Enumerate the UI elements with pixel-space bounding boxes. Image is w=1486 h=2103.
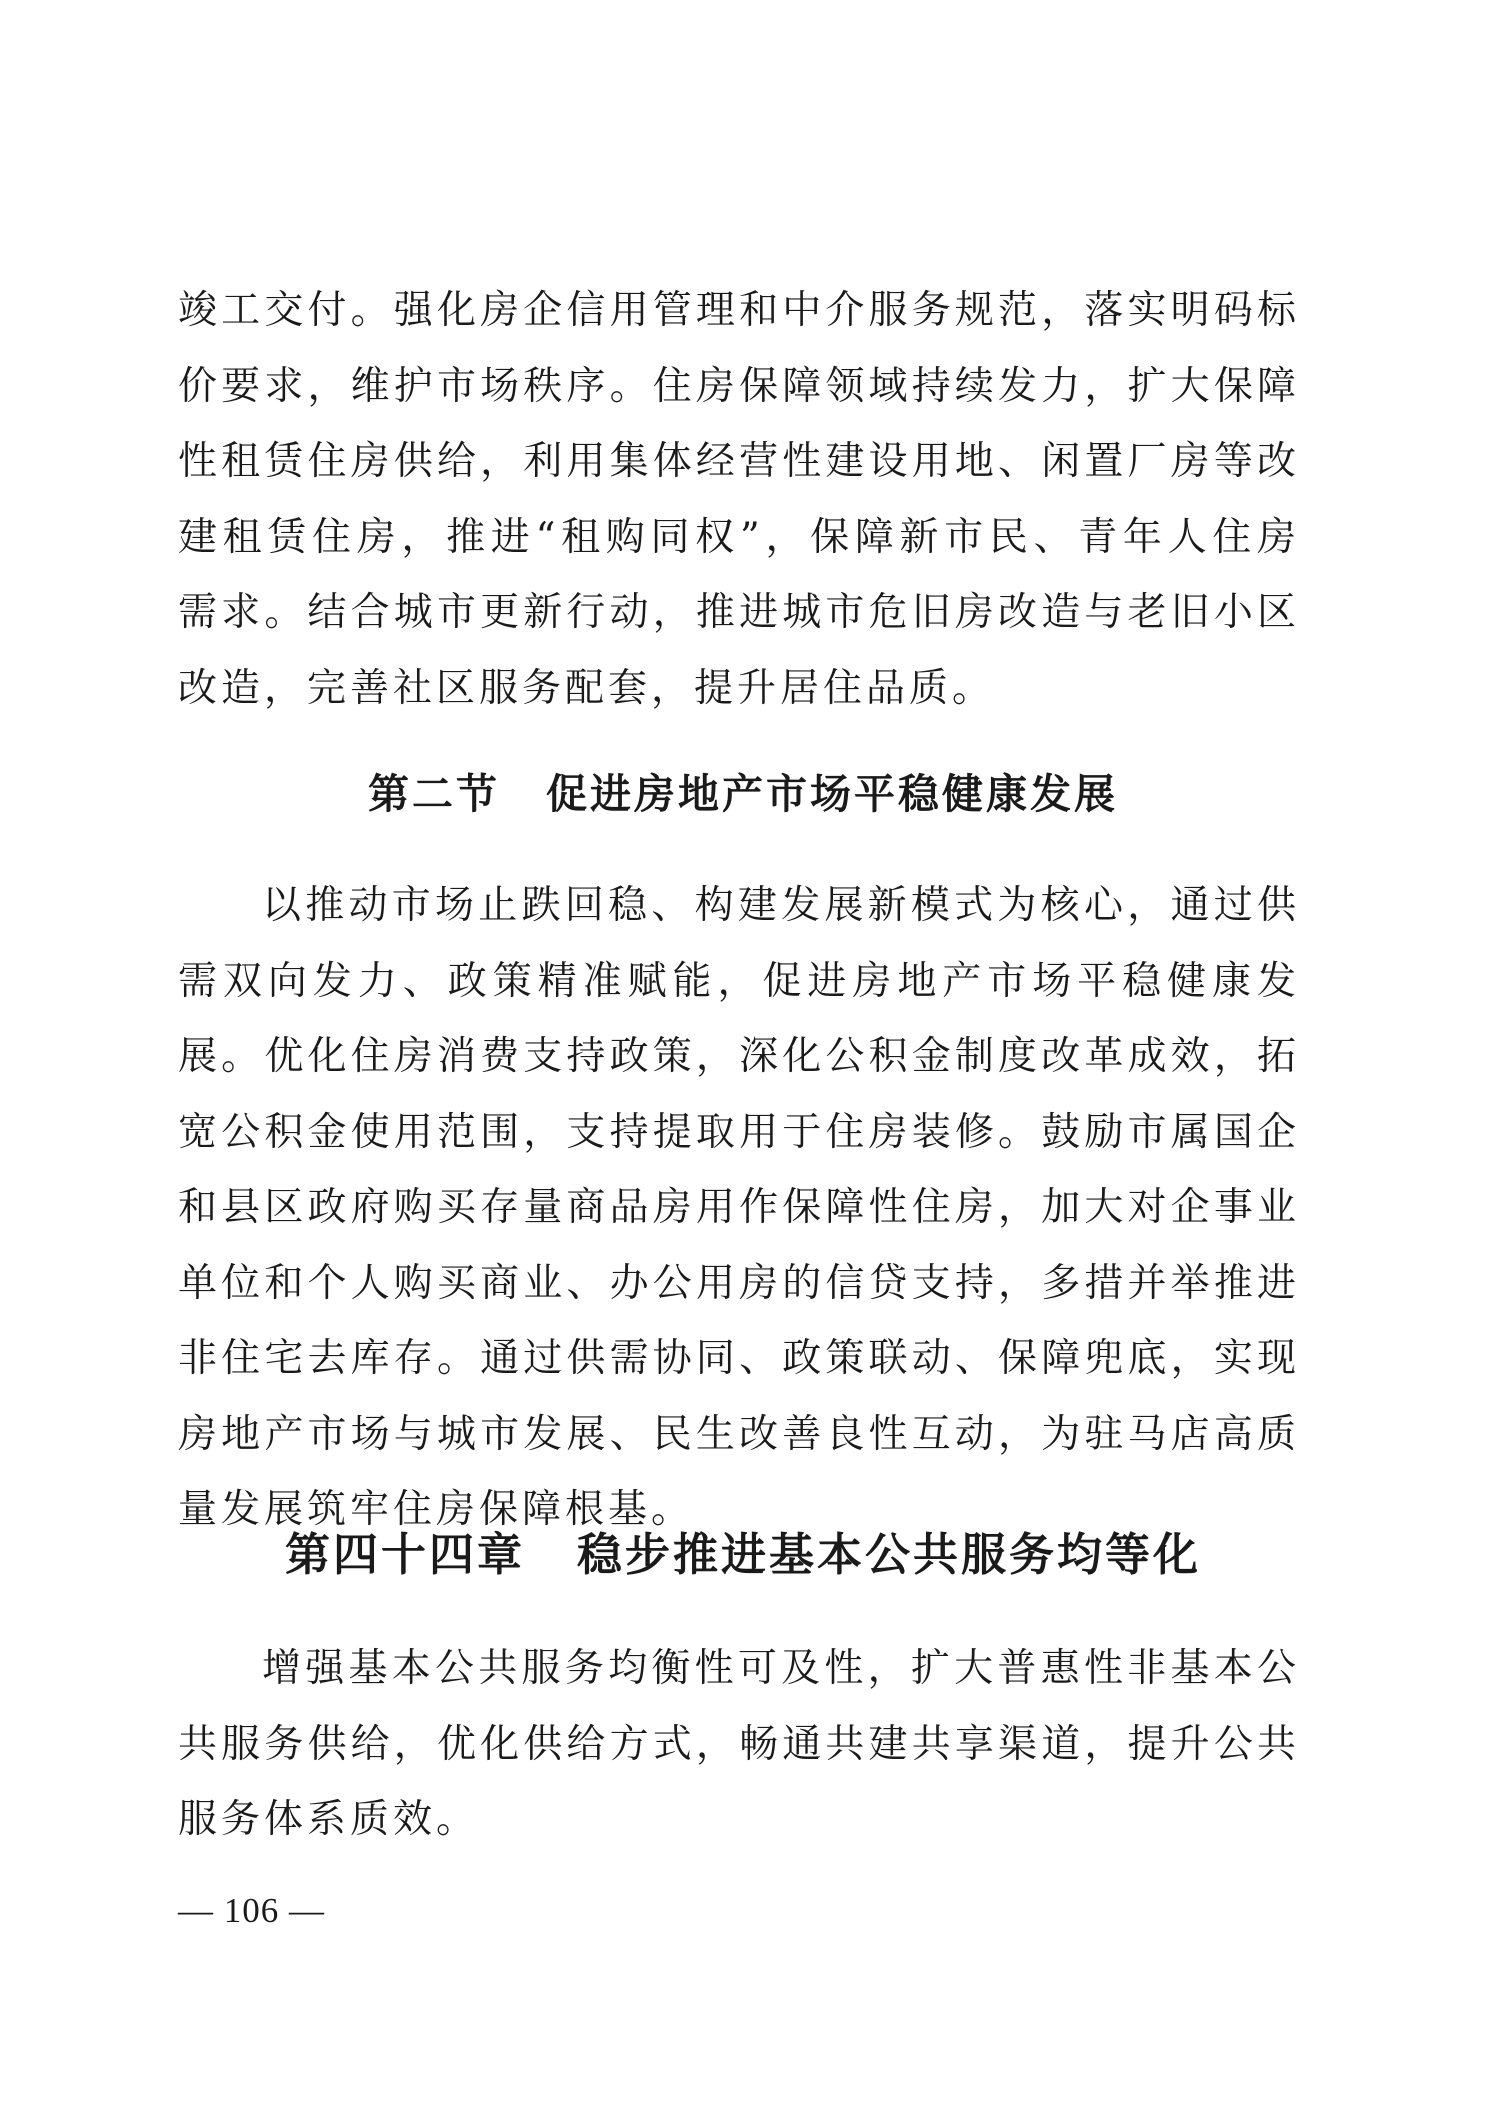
body-paragraph-continued: 竣工交付。强化房企信用管理和中介服务规范，落实明码标价要求，维护市场秩序。住房保障领域持续发力，扩大保障性租赁住房供给，利用集体经营性建设用地、闲置厂房等改建租赁住房，推进“租购同权”，保障新市民、青年人住房需求。结合城市更新行动，推进城市危旧房改造与老旧小区改造，完善社区服务配套，提升居住品质。 [178, 288, 1300, 711]
section-number: 第二节 [368, 770, 500, 818]
section-heading [0, 758, 1486, 830]
chapter-title: 稳步推进基本公共服务均等化 [577, 1528, 1202, 1581]
page-number: — 106 — [178, 1891, 325, 1930]
body-paragraph-section-two: 以推动市场止跌回稳、构建发展新模式为核心，通过供需双向发力、政策精准赋能，促进房地产市场平稳健康发展。优化住房消费支持政策，深化公积金制度改革成效，拓宽公积金使用范围，支持提取用于住房装修。鼓励市属国企和县区政府购买存量商品房用作保障性住房，加大对企事业单位和个人购买商业、办公用房的信贷支持，多措并举推进非住宅去库存。通过供需协同、政策联动、保障兜底，实现房地产市场与城市发展、民生改善良性互动，为驻马店高质量发展筑牢住房保障根基。 [178, 883, 1300, 1532]
section-title: 促进房地产市场平稳健康发展 [546, 770, 1118, 818]
body-paragraph-chapter-intro: 增强基本公共服务均衡性可及性，扩大普惠性非基本公共服务供给，优化供给方式，畅通共建共享渠道，提升公共服务体系质效。 [178, 1646, 1300, 1842]
chapter-heading [0, 1517, 1486, 1593]
chapter-number: 第四十四章 [284, 1528, 525, 1581]
